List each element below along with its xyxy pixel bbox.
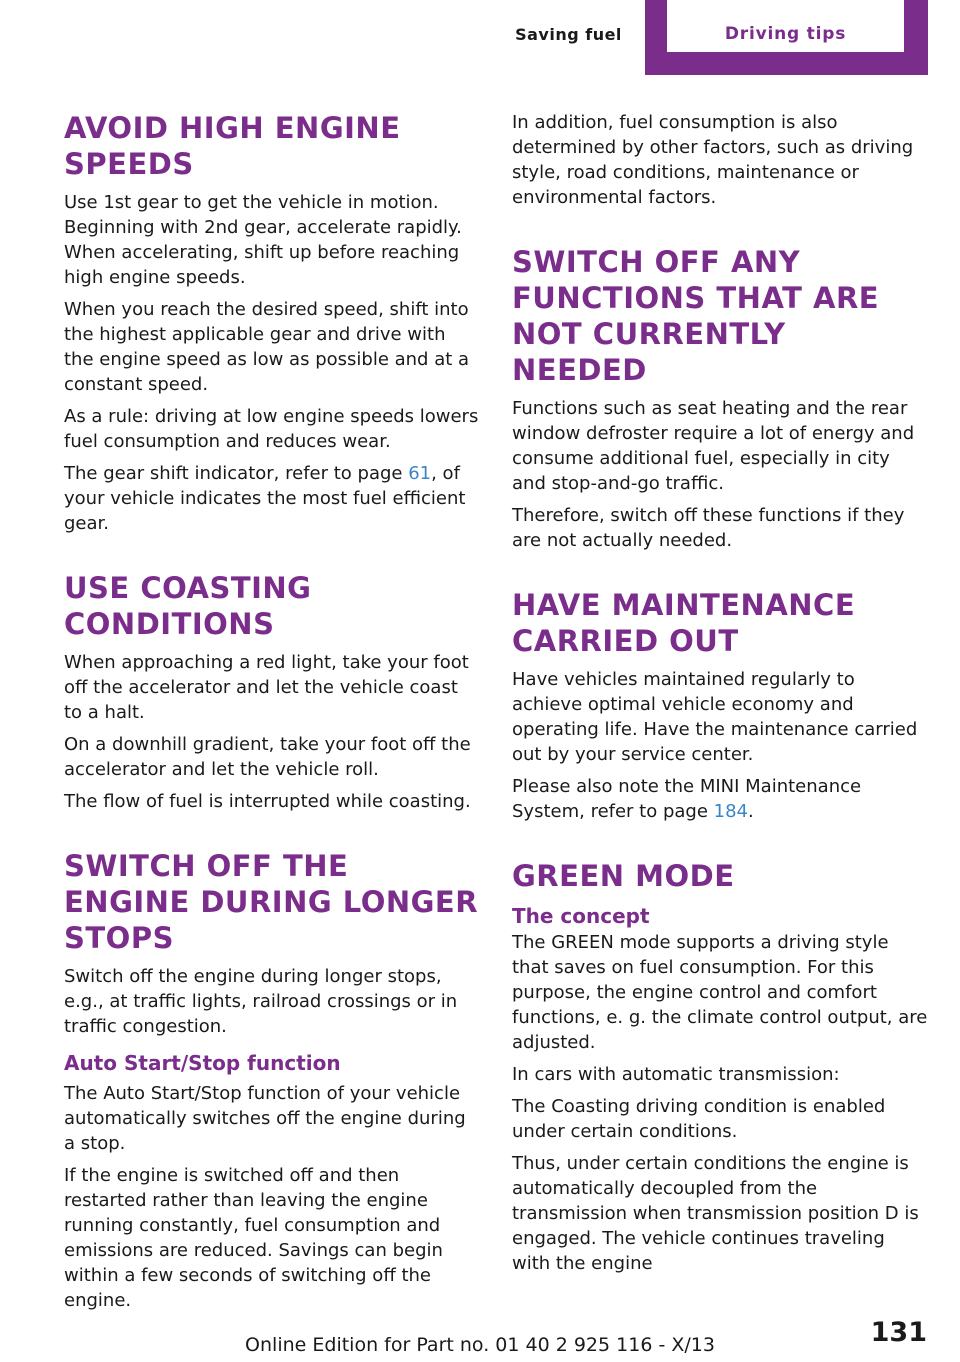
paragraph: If the engine is switched off and then restarted rather than leaving the engine running constantly, fuel consumption and emissions are reduced. Savings can begin within a few seconds of switching off the engine.	[64, 1165, 443, 1311]
page-reference-link[interactable]: 61	[408, 463, 432, 484]
paragraph: Therefore, switch off these functions if they are not actually needed.	[512, 505, 905, 551]
paragraph-text: , of your vehicle indicates the most fuel efficient gear.	[64, 463, 466, 534]
section-avoid-high-engine-speeds	[64, 110, 480, 536]
paragraph: Switch off the engine during longer stops, e.g., at traffic lights, railroad crossings or in traffic congestion.	[64, 966, 458, 1037]
subsection-the-concept	[512, 902, 928, 1276]
paragraph-text: Please also note the MINI Maintenance System, refer to page	[512, 776, 862, 822]
header-chapter-tab	[645, 0, 928, 75]
paragraph: The Auto Start/Stop function of your vehicle automatically switches off the engine during a stop.	[64, 1083, 466, 1154]
section-heading: GREEN MODE	[512, 859, 735, 893]
section-switch-off-engine	[64, 848, 480, 1313]
section-heading: SWITCH OFF THE ENGINE DURING LONGER STOPS	[64, 849, 479, 955]
paragraph: The flow of fuel is interrupted while coasting.	[64, 791, 471, 812]
left-column	[64, 110, 480, 1347]
paragraph: Functions such as seat heating and the rear window defroster require a lot of energy and consume additional fuel, especially in city and stop-and-go traffic.	[512, 398, 915, 494]
paragraph-text: The gear shift indicator, refer to page	[64, 463, 409, 484]
intro-block	[512, 110, 928, 210]
section-heading: USE COASTING CONDITIONS	[64, 571, 312, 641]
section-heading: SWITCH OFF ANY FUNCTIONS THAT ARE NOT CURRENTLY NEEDED	[512, 245, 880, 387]
section-heading: AVOID HIGH ENGINE SPEEDS	[64, 111, 401, 181]
paragraph-text: .	[748, 801, 754, 822]
paragraph: Use 1st gear to get the vehicle in motion. Beginning with 2nd gear, accelerate rapidly. When accelerating, shift up before reaching high engine speeds.	[64, 192, 462, 288]
paragraph: The Coasting driving condition is enabled under certain conditions.	[512, 1096, 886, 1142]
section-use-coasting-conditions	[64, 570, 480, 814]
page-reference-link[interactable]: 184	[713, 801, 749, 822]
section-green-mode	[512, 858, 928, 1276]
paragraph: The GREEN mode supports a driving style that saves on fuel consumption. For this purpose, the engine control and comfort functions, e. g. the climate control output, are adjusted.	[512, 932, 928, 1053]
paragraph: When approaching a red light, take your foot off the accelerator and let the vehicle coast to a halt.	[64, 652, 469, 723]
paragraph-with-reference	[512, 774, 928, 824]
section-heading: HAVE MAINTENANCE CARRIED OUT	[512, 588, 856, 658]
page-number: 131	[870, 1317, 927, 1348]
paragraph: Thus, under certain conditions the engine is automatically decoupled from the transmission when transmission position D is engaged. The vehicle continues traveling with the engine	[512, 1153, 919, 1274]
paragraph: In cars with automatic transmission:	[512, 1064, 840, 1085]
header-section-label: Saving fuel	[515, 25, 622, 44]
right-column	[512, 110, 928, 1310]
paragraph: As a rule: driving at low engine speeds lowers fuel consumption and reduces wear.	[64, 406, 479, 452]
subsection-auto-start-stop	[64, 1049, 480, 1313]
paragraph: Have vehicles maintained regularly to achieve optimal vehicle economy and operating life. Have the maintenance carried out by your service center.	[512, 669, 918, 765]
paragraph-with-reference	[64, 461, 480, 536]
paragraph: When you reach the desired speed, shift into the highest applicable gear and drive with the engine speed as low as possible and at a constant speed.	[64, 299, 470, 395]
paragraph: On a downhill gradient, take your foot off the accelerator and let the vehicle roll.	[64, 734, 471, 780]
subsection-heading: The concept	[512, 904, 650, 928]
paragraph: In addition, fuel consumption is also determined by other factors, such as driving style, road conditions, maintenance or environmental factors.	[512, 112, 914, 208]
footer-edition-text: Online Edition for Part no. 01 40 2 925 116 - X/13	[245, 1334, 715, 1356]
subsection-heading: Auto Start/Stop function	[64, 1051, 341, 1075]
header-chapter-label: Driving tips	[667, 0, 904, 52]
section-maintenance	[512, 587, 928, 824]
section-switch-off-functions	[512, 244, 928, 553]
